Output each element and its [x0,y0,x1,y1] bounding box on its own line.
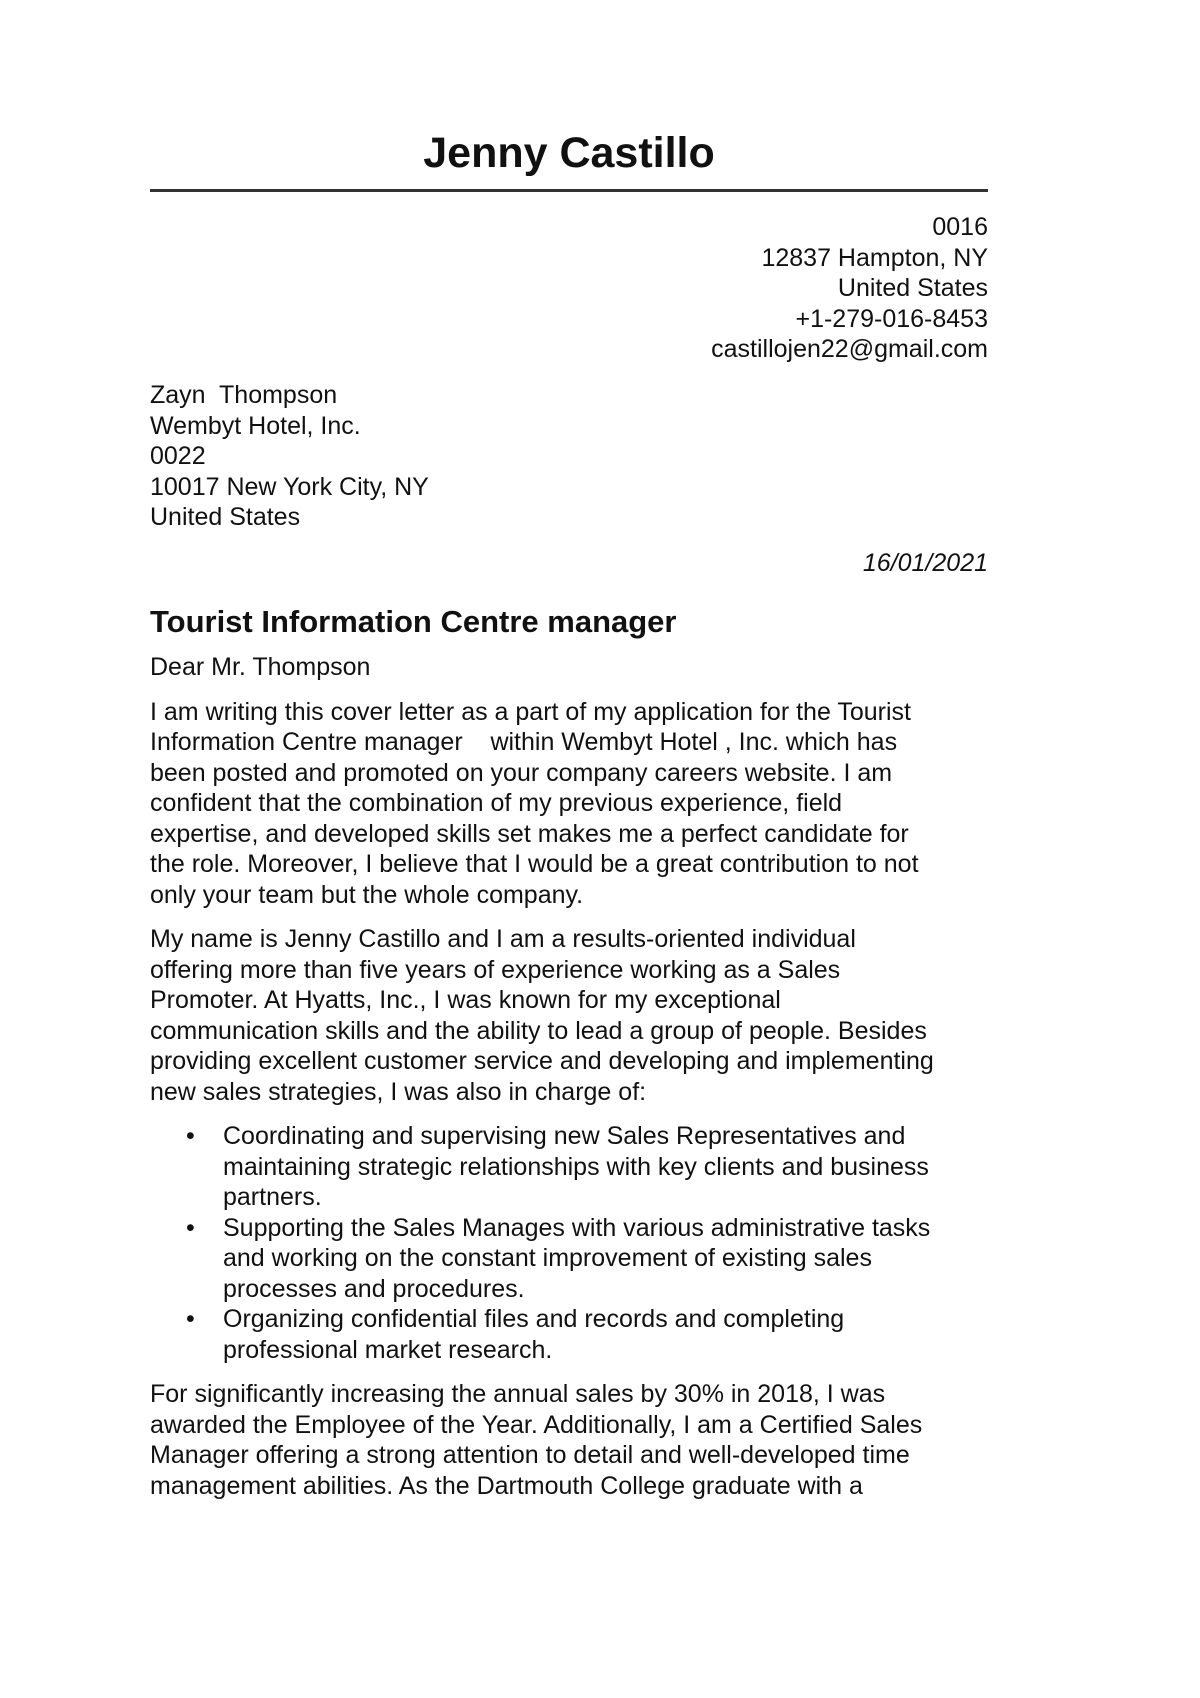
list-item-line: maintaining strategic relationships with key clients and business [223,1152,929,1181]
list-item [223,1304,988,1365]
recipient-address-line: 10017 New York City, NY [150,472,429,501]
list-item-line: • Coordinating and supervising new Sales Representatives and [223,1122,906,1150]
list-item [223,1213,988,1305]
paragraph-line: Manager offering a strong attention to detail and well-developed time [150,1441,910,1469]
list-item-line: • Supporting the Sales Manages with various administrative tasks [223,1213,931,1242]
sender-address-line: 0016 [932,213,988,241]
list-item-line: and working on the constant improvement of existing sales [223,1244,872,1272]
recipient-address-line: United States [150,503,301,531]
paragraph-line: new sales strategies, I was also in charge of: [150,1077,647,1106]
letter-page [150,0,988,1698]
paragraph-line: awarded the Employee of the Year. Additionally, I am a Certified Sales [150,1410,923,1439]
sender-address-line: United States [837,274,988,302]
paragraph-line: Promoter. At Hyatts, Inc., I was known for my exceptional [150,986,781,1014]
recipient-address [150,380,429,533]
recipient-address-line: 0022 [150,442,206,470]
responsibilities-list [150,1121,988,1365]
paragraph-line: confident that the combination of my previous experience, field [150,789,843,817]
paragraph-line: been posted and promoted on your company careers website. I am [150,758,893,787]
sender-phone: +1-279-016-8453 [795,304,988,333]
paragraph-line: offering more than five years of experience working as a Sales [150,955,841,984]
paragraph-line: I am writing this cover letter as a part of my application for the Tourist [150,697,911,726]
body-paragraph [150,924,988,1107]
body-paragraph [150,697,988,911]
list-item-line: processes and procedures. [223,1274,525,1303]
list-item [223,1121,988,1213]
sender-address [711,212,988,365]
list-item-line: • Organizing confidential files and records and completing [223,1305,845,1333]
author-name: Jenny Castillo [423,129,715,177]
paragraph-line: management abilities. As the Dartmouth College graduate with a [150,1471,863,1500]
letter-date: 16/01/2021 [862,549,988,577]
list-item-line: partners. [223,1183,322,1211]
salutation: Dear Mr. Thompson [150,653,371,681]
paragraph-line: For significantly increasing the annual sales by 30% in 2018, I was [150,1380,886,1408]
letter-body [150,652,988,1515]
recipient-name: Zayn Thompson [150,381,338,409]
paragraph-line: Information Centre manager within Wembyt Hotel , Inc. which has [150,728,898,756]
letter-subject: Tourist Information Centre manager [150,604,677,639]
body-paragraph [150,1379,988,1501]
sender-address-line: 12837 Hampton, NY [761,243,988,272]
paragraph-line: My name is Jenny Castillo and I am a results-oriented individual [150,925,856,953]
paragraph-line: expertise, and developed skills set makes me a perfect candidate for [150,819,909,848]
list-item-line: professional market research. [223,1335,553,1364]
recipient-company: Wembyt Hotel, Inc. [150,411,361,440]
paragraph-line: providing excellent customer service and developing and implementing [150,1047,934,1075]
header-divider [150,189,988,192]
paragraph-line: the role. Moreover, I believe that I would be a great contribution to not [150,850,919,878]
paragraph-line: communication skills and the ability to lead a group of people. Besides [150,1016,927,1045]
paragraph-line: only your team but the whole company. [150,880,584,909]
sender-email: castillojen22@gmail.com [711,335,988,363]
